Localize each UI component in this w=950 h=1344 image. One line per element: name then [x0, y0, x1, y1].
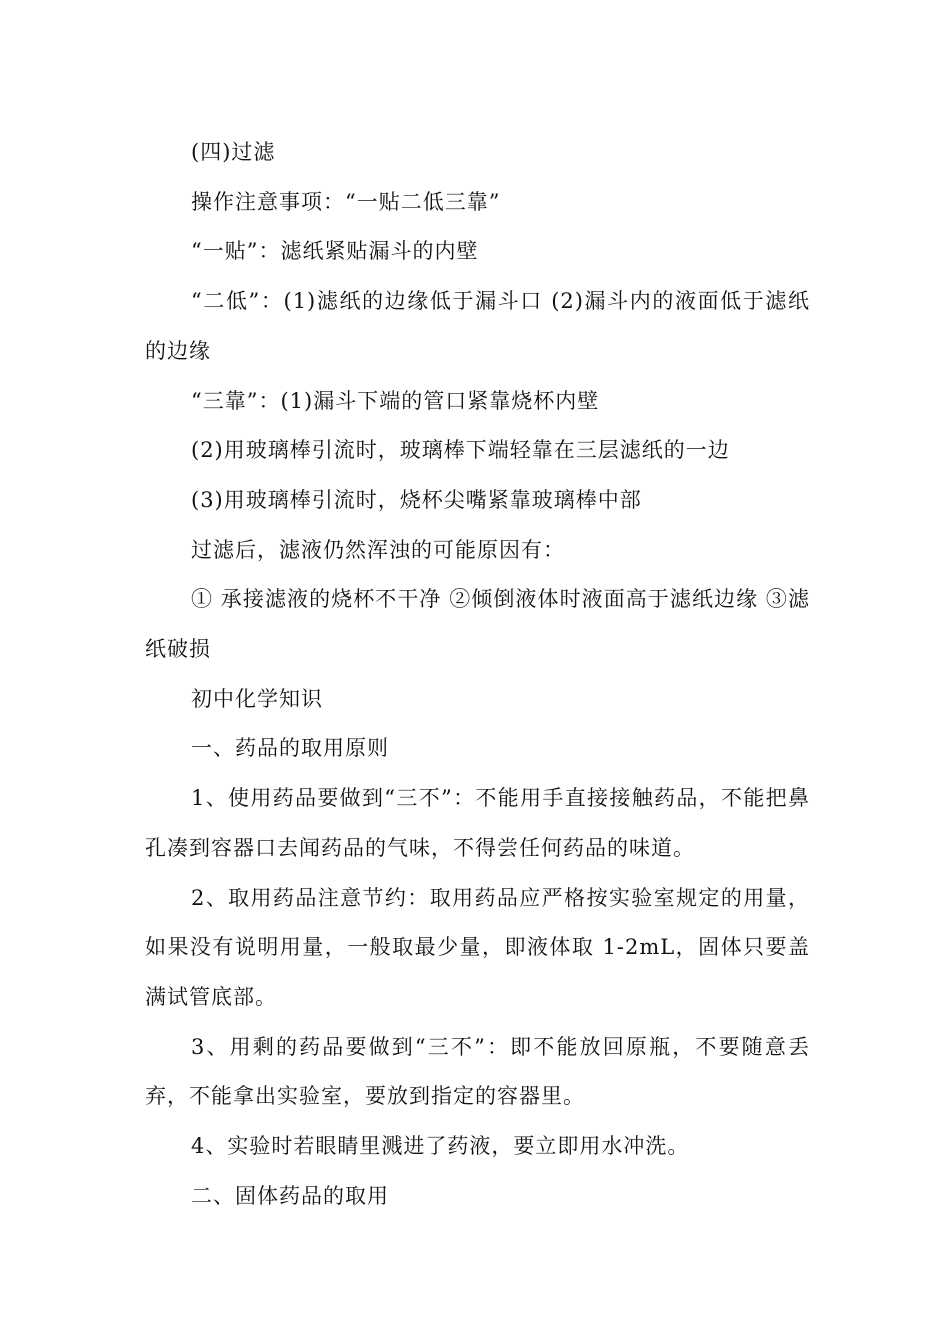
paragraph-two-low: “二低”：(1)滤纸的边缘低于漏斗口 (2)漏斗内的液面低于滤纸的边缘 [145, 289, 810, 363]
section-heading-chemistry-knowledge: 初中化学知识 [191, 686, 323, 711]
paragraph-three-lean: “三靠”：(1)漏斗下端的管口紧靠烧杯内壁 [191, 388, 600, 413]
paragraph-three-lean-3: (3)用玻璃棒引流时，烧杯尖嘴紧靠玻璃棒中部 [191, 487, 642, 512]
paragraph-operation-notes: 操作注意事项：“一贴二低三靠” [191, 189, 501, 214]
section-heading-filtration: (四)过滤 [191, 140, 276, 164]
paragraph-rule-3: 3、用剩的药品要做到“三不”：即不能放回原瓶，不要随意丢弃，不能拿出实验室，要放到指定的容器里。 [145, 1034, 810, 1109]
paragraph-turbid-causes: ① 承接滤液的烧杯不干净 ②倾倒液体时液面高于滤纸边缘 ③滤纸破损 [145, 587, 810, 662]
section-heading-reagent-principles: 一、药品的取用原则 [191, 736, 389, 761]
paragraph-rule-4: 4、实验时若眼睛里溅进了药液，要立即用水冲洗。 [191, 1134, 690, 1159]
paragraph-turbid-causes-intro: 过滤后，滤液仍然浑浊的可能原因有： [191, 537, 565, 562]
paragraph-rule-2: 2、取用药品注意节约：取用药品应严格按实验室规定的用量，如果没有说明用量，一般取最少量，即液体取 1-2mL，固体只要盖满试管底部。 [145, 885, 810, 1009]
paragraph-three-lean-2: (2)用玻璃棒引流时，玻璃棒下端轻靠在三层滤纸的一边 [191, 438, 730, 463]
paragraph-rule-1: 1、使用药品要做到“三不”：不能用手直接接触药品，不能把鼻孔凑到容器口去闻药品的气味，不得尝任何药品的味道。 [145, 786, 810, 860]
document-body [145, 128, 810, 1221]
paragraph-one-stick: “一贴”：滤纸紧贴漏斗的内壁 [191, 239, 479, 264]
section-heading-solid-reagents: 二、固体药品的取用 [191, 1183, 389, 1208]
